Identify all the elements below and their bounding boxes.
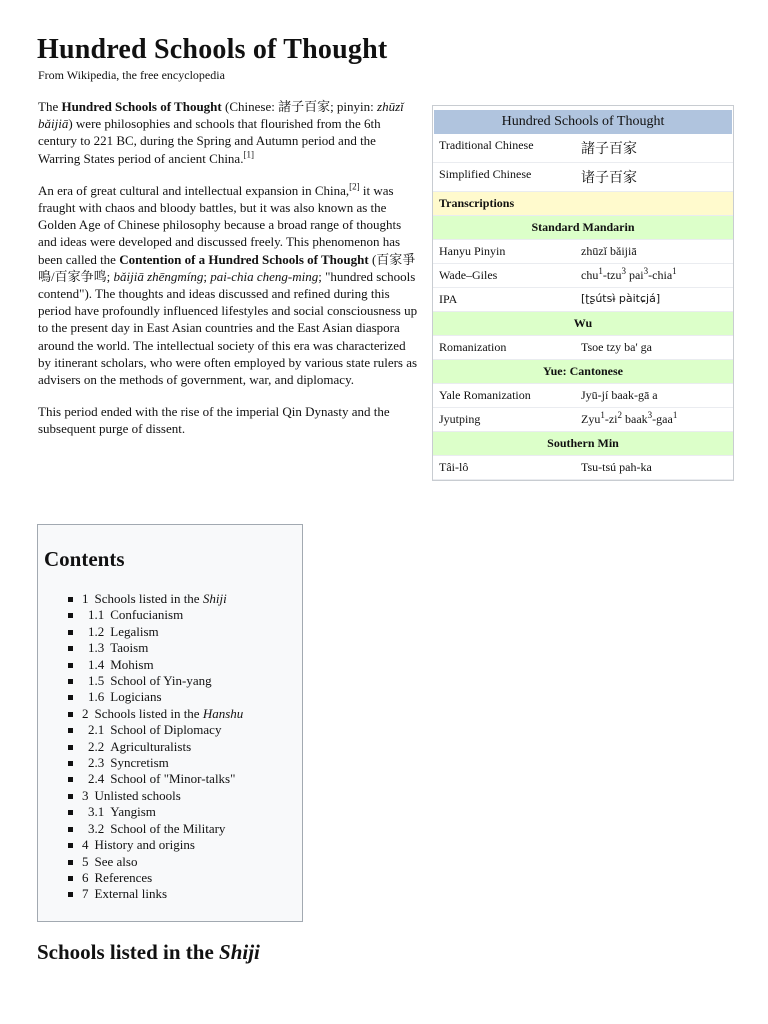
pinyin-text: bǎijiā zhēngmíng	[113, 268, 204, 284]
infobox-row	[433, 456, 733, 480]
infobox-row	[433, 240, 733, 264]
toc-title: Contents	[44, 547, 125, 571]
toc-list	[66, 591, 243, 903]
infobox-row	[433, 163, 733, 192]
infobox-label: Traditional Chinese	[433, 134, 575, 163]
infobox-row	[433, 264, 733, 288]
infobox-row	[433, 384, 733, 408]
toc-item[interactable]: 1.4 Mohism	[66, 657, 243, 673]
toc-item[interactable]: 2.2 Agriculturalists	[66, 739, 243, 755]
bold-term: Contention of a Hundred Schools of Thought	[119, 251, 369, 267]
toc-item[interactable]: 1.2 Legalism	[66, 624, 243, 640]
toc-item[interactable]: 7 External links	[66, 886, 243, 902]
toc-item[interactable]: 3 Unlisted schools	[66, 788, 243, 804]
toc-item[interactable]: 4 History and origins	[66, 837, 243, 853]
ending-paragraph: This period ended with the rise of the imperial Qin Dynasty and the subsequent purge of dissent.	[38, 404, 390, 437]
toc-item[interactable]: 2 Schools listed in the Hanshu	[66, 706, 243, 722]
wade-giles-text: pai-chia cheng-ming	[210, 268, 319, 284]
text: ; "hundred schools contend"). The thoughts and ideas discussed and refined during this period have profoundly influenced lifestyles and social consciousness up to the present day in East Asian countries and the East Asian diaspora around the world. The intellectual society of this era was characterized by itinerant scholars, who were often employed by various state rulers as advisers on the methods of government, war, and diplomacy.	[38, 268, 418, 388]
reference-link[interactable]: [2]	[349, 181, 360, 192]
text: ) were philosophies and schools that flourished from the 6th century to 221 BC, during the Spring and Autumn period and the Warring States period of ancient China.	[38, 116, 381, 166]
infobox-value: [ʈʂútsɨ̀ pàitɕjá]	[575, 288, 733, 312]
infobox-row	[433, 408, 733, 432]
infobox-section-row	[433, 312, 733, 336]
toc-item[interactable]: 1 Schools listed in the Shiji	[66, 591, 243, 607]
infobox-subheader: Standard Mandarin	[433, 216, 733, 240]
infobox	[432, 105, 734, 481]
infobox-section-row	[433, 216, 733, 240]
infobox-subheader: Wu	[433, 312, 733, 336]
toc-item[interactable]: 2.1 School of Diplomacy	[66, 722, 243, 738]
infobox-row	[433, 288, 733, 312]
infobox-label: Jyutping	[433, 408, 575, 432]
page-subtitle: From Wikipedia, the free encyclopedia	[38, 68, 225, 82]
intro-paragraph	[38, 98, 418, 167]
toc-item[interactable]: 2.3 Syncretism	[66, 755, 243, 771]
infobox-table	[433, 134, 733, 480]
infobox-value: Tsu-tsú pah-ka	[575, 456, 733, 480]
toc-item[interactable]: 1.6 Logicians	[66, 689, 243, 705]
toc-item[interactable]: 1.5 School of Yin-yang	[66, 673, 243, 689]
toc-item[interactable]: 2.4 School of "Minor-talks"	[66, 771, 243, 787]
infobox-value: 諸子百家	[575, 134, 733, 163]
infobox-value: chu$^1$-tzu$^3$ pai$^3$-chia$^1$	[575, 264, 733, 288]
text: ;	[203, 268, 211, 284]
toc-item[interactable]: 3.1 Yangism	[66, 804, 243, 820]
infobox-label: Wade–Giles	[433, 264, 575, 288]
infobox-transcriptions-header: Transcriptions	[433, 192, 733, 216]
text: An era of great cultural and intellectual expansion in China,	[38, 182, 350, 198]
infobox-value: zhūzǐ bǎijiā	[575, 240, 733, 264]
text: it was fraught with chaos and bloody battles, but it was also known as the Golden Age of Chinese philosophy because a broad range of thoughts and ideas were developed and discussed freely. This phenomenon has been called the	[38, 182, 402, 267]
toc-item[interactable]: 6 References	[66, 870, 243, 886]
infobox-title: Hundred Schools of Thought	[434, 110, 732, 134]
infobox-label: Simplified Chinese	[433, 163, 575, 192]
infobox-row	[433, 336, 733, 360]
page-title: Hundred Schools of Thought	[37, 34, 388, 65]
text: The	[38, 99, 62, 114]
infobox-label: Romanization	[433, 336, 575, 360]
toc-item[interactable]: 3.2 School of the Military	[66, 821, 243, 837]
toc-item[interactable]: 5 See also	[66, 854, 243, 870]
text: (Chinese: 諸子百家; pinyin:	[221, 99, 378, 114]
infobox-subheader: Southern Min	[433, 432, 733, 456]
toc-item[interactable]: 1.1 Confucianism	[66, 607, 243, 623]
infobox-label: Yale Romanization	[433, 384, 575, 408]
bold-term: Hundred Schools of Thought	[61, 99, 222, 114]
infobox-section-row	[433, 432, 733, 456]
infobox-label: Hanyu Pinyin	[433, 240, 575, 264]
section-heading: Schools listed in the Shiji	[37, 940, 260, 964]
table-of-contents	[37, 524, 303, 922]
era-paragraph	[38, 182, 418, 388]
infobox-subheader: Yue: Cantonese	[433, 360, 733, 384]
article-body	[38, 98, 418, 453]
infobox-value: Jyū-jí baak-gā a	[575, 384, 733, 408]
infobox-row	[433, 134, 733, 163]
pinyin-text: zhūzǐ bǎijiā	[38, 99, 404, 132]
reference-link[interactable]: [1]	[243, 149, 254, 160]
infobox-value: Tsoe tzy ba' ga	[575, 336, 733, 360]
infobox-label: Tâi-lô	[433, 456, 575, 480]
text: (百家爭鳴/百家争鸣;	[38, 251, 416, 284]
infobox-label: IPA	[433, 288, 575, 312]
toc-item[interactable]: 1.3 Taoism	[66, 640, 243, 656]
infobox-section-row	[433, 192, 733, 216]
infobox-value: 诸子百家	[575, 163, 733, 192]
infobox-section-row	[433, 360, 733, 384]
infobox-value: $Zyu^1-zi^2$ baak$^3$-gaa$^1$	[575, 408, 733, 432]
